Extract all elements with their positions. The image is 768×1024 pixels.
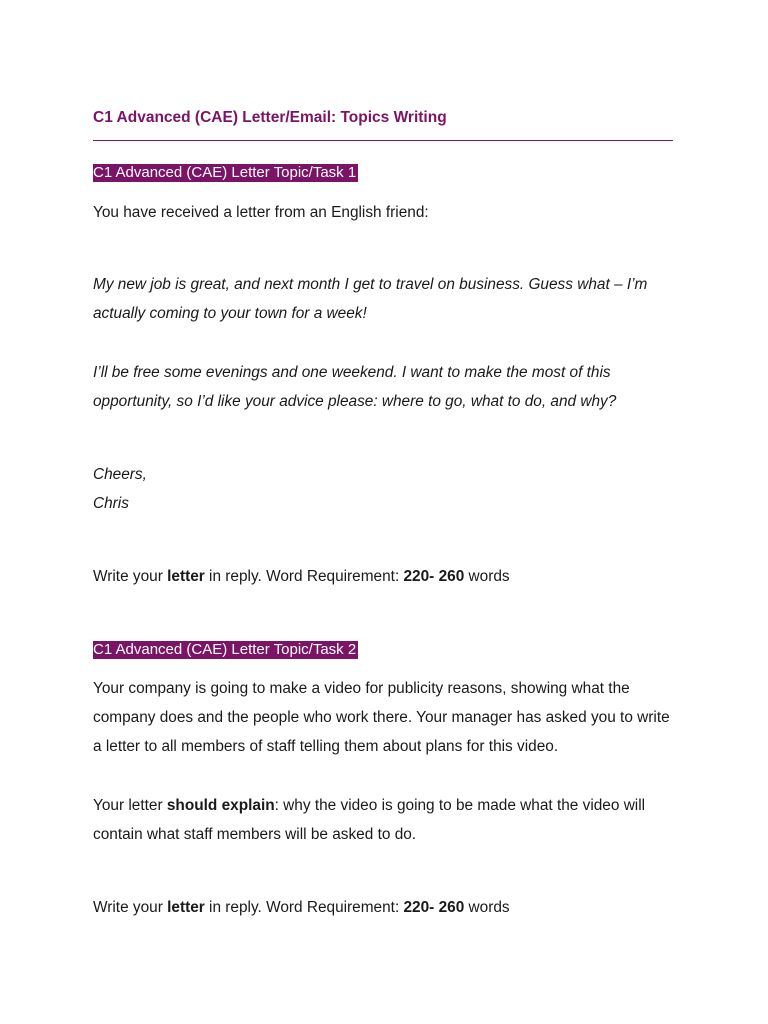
task2-instruction-letter: letter (167, 899, 205, 916)
task1-letter-paragraph-2: I’ll be free some evenings and one weekend. I want to make the most of this opportunity, so I’d like your advice please: where to go, what to do, and why? (93, 364, 617, 411)
task1-heading: C1 Advanced (CAE) Letter Topic/Task 1 (93, 164, 357, 181)
task1-instruction-prefix: Write your (93, 568, 168, 585)
task2-instruction-middle: in reply. Word Requirement: (204, 899, 404, 916)
task1-intro: You have received a letter from an English friend: (93, 204, 429, 221)
task1-signoff: Cheers, (93, 466, 147, 483)
task1-instruction-word-count: 220- 260 (403, 568, 465, 585)
task1-signature: Chris (93, 495, 129, 512)
task1-instruction-letter: letter (167, 568, 205, 585)
task1-instruction-suffix: words (464, 568, 510, 585)
task2-heading: C1 Advanced (CAE) Letter Topic/Task 2 (93, 641, 357, 658)
task2-instruction (93, 893, 673, 922)
task2-body: Your company is going to make a video for publicity reasons, showing what the company does and the people who work there. Your manager has asked you to write a letter to all members of staff telling them about plans for this video. (93, 680, 670, 756)
task2-instruction-word-count: 220- 260 (403, 899, 465, 916)
task2-explain-bold: should explain (166, 797, 275, 814)
task1-instruction-middle: in reply. Word Requirement: (204, 568, 404, 585)
title-divider (93, 140, 673, 141)
task2-instruction-suffix: words (464, 899, 510, 916)
task2-instruction-prefix: Write your (93, 899, 168, 916)
task2-explain (93, 791, 673, 849)
task1-instruction (93, 562, 673, 591)
document-title: C1 Advanced (CAE) Letter/Email: Topics Writing (93, 109, 447, 126)
task2-explain-prefix: Your letter (93, 797, 167, 814)
task2-explain-rest: : why the video is going to be made what the video will contain what staff members will be asked to do. (93, 797, 646, 844)
task1-letter-paragraph-1: My new job is great, and next month I get to travel on business. Guess what – I’m actually coming to your town for a week! (93, 276, 648, 323)
